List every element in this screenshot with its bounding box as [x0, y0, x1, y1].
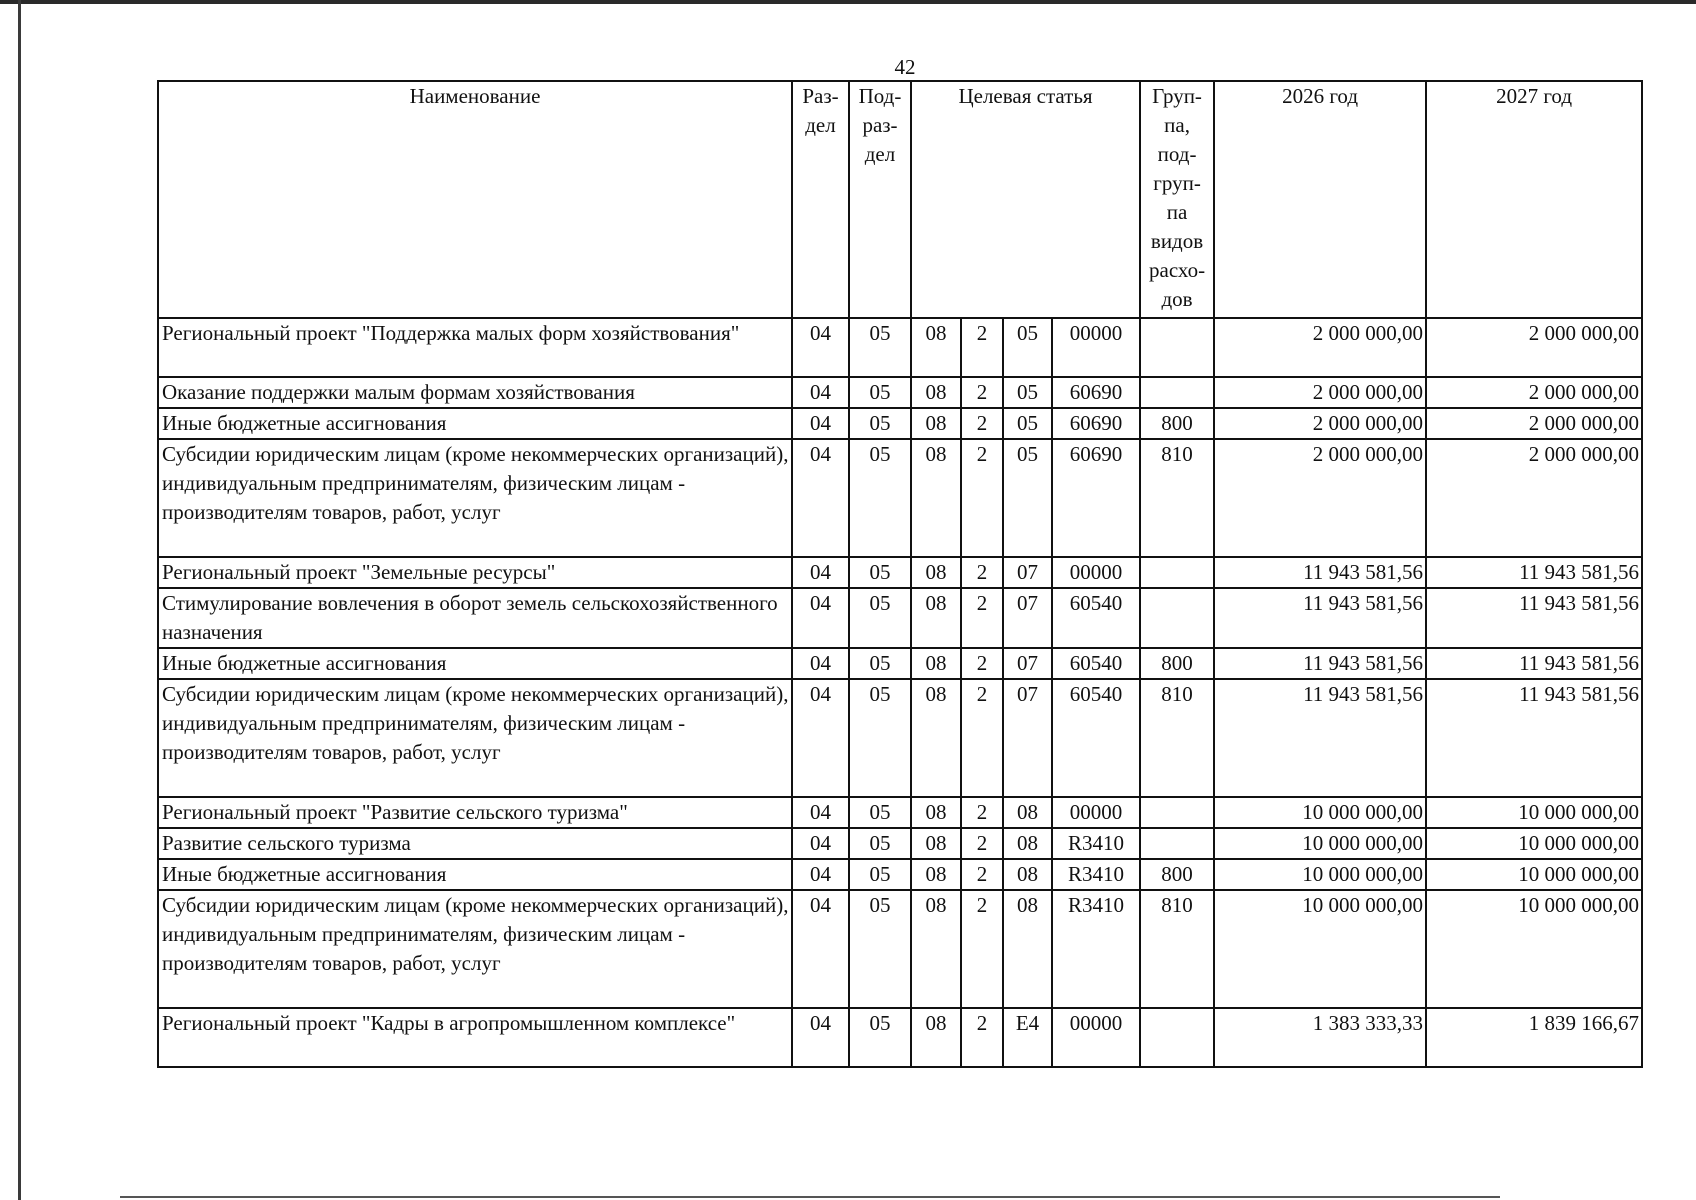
scan-edge-top [0, 0, 1696, 4]
cell-amount-2026: 2 000 000,00 [1214, 377, 1426, 408]
cell-target-program: 08 [911, 377, 961, 408]
cell-target-direction: 00000 [1052, 1008, 1140, 1067]
header-podrazdel: Под- раз- дел [849, 81, 911, 318]
cell-podrazdel: 05 [849, 557, 911, 588]
cell-razdel: 04 [792, 557, 849, 588]
cell-target-direction: 60690 [1052, 408, 1140, 439]
cell-target-subprogram: 2 [961, 439, 1003, 557]
cell-podrazdel: 05 [849, 828, 911, 859]
cell-target-program: 08 [911, 648, 961, 679]
cell-razdel: 04 [792, 679, 849, 797]
cell-target-program: 08 [911, 679, 961, 797]
cell-amount-2027: 11 943 581,56 [1426, 557, 1642, 588]
cell-podrazdel: 05 [849, 648, 911, 679]
cell-razdel: 04 [792, 859, 849, 890]
cell-amount-2026: 11 943 581,56 [1214, 557, 1426, 588]
cell-target-subprogram: 2 [961, 557, 1003, 588]
cell-target-program: 08 [911, 557, 961, 588]
cell-podrazdel: 05 [849, 377, 911, 408]
cell-name: Региональный проект "Кадры в агропромышленном комплексе" [158, 1008, 792, 1067]
table-row [158, 318, 1642, 377]
cell-podrazdel: 05 [849, 408, 911, 439]
header-target-article: Целевая статья [911, 81, 1140, 318]
cell-target-project: 07 [1003, 679, 1052, 797]
header-name: Наименование [158, 81, 792, 318]
table-row [158, 439, 1642, 557]
cell-target-project: E4 [1003, 1008, 1052, 1067]
cell-expense-group: 800 [1140, 859, 1214, 890]
cell-target-direction: 00000 [1052, 557, 1140, 588]
cell-target-subprogram: 2 [961, 828, 1003, 859]
cell-target-subprogram: 2 [961, 859, 1003, 890]
cell-target-subprogram: 2 [961, 318, 1003, 377]
table-body [158, 318, 1642, 1067]
cell-expense-group [1140, 377, 1214, 408]
cell-target-project: 05 [1003, 408, 1052, 439]
cell-target-subprogram: 2 [961, 377, 1003, 408]
table-row [158, 377, 1642, 408]
cell-amount-2026: 2 000 000,00 [1214, 318, 1426, 377]
cell-target-program: 08 [911, 439, 961, 557]
cell-name: Иные бюджетные ассигнования [158, 648, 792, 679]
cell-expense-group: 800 [1140, 648, 1214, 679]
table-row [158, 859, 1642, 890]
cell-razdel: 04 [792, 588, 849, 648]
cell-podrazdel: 05 [849, 588, 911, 648]
cell-target-program: 08 [911, 588, 961, 648]
cell-target-subprogram: 2 [961, 890, 1003, 1008]
cell-amount-2026: 2 000 000,00 [1214, 408, 1426, 439]
scan-edge-bottom [120, 1196, 1500, 1198]
scan-edge-left [18, 0, 21, 1200]
cell-name: Иные бюджетные ассигнования [158, 408, 792, 439]
cell-name: Развитие сельского туризма [158, 828, 792, 859]
cell-razdel: 04 [792, 828, 849, 859]
cell-expense-group: 810 [1140, 679, 1214, 797]
cell-target-direction: 60540 [1052, 679, 1140, 797]
header-row [158, 81, 1642, 318]
cell-razdel: 04 [792, 377, 849, 408]
cell-target-program: 08 [911, 890, 961, 1008]
cell-razdel: 04 [792, 890, 849, 1008]
cell-expense-group: 800 [1140, 408, 1214, 439]
cell-razdel: 04 [792, 797, 849, 828]
cell-amount-2027: 10 000 000,00 [1426, 828, 1642, 859]
cell-amount-2026: 10 000 000,00 [1214, 890, 1426, 1008]
header-razdel: Раз- дел [792, 81, 849, 318]
cell-amount-2026: 11 943 581,56 [1214, 679, 1426, 797]
cell-amount-2027: 11 943 581,56 [1426, 588, 1642, 648]
table-row [158, 890, 1642, 1008]
cell-target-project: 05 [1003, 318, 1052, 377]
cell-expense-group [1140, 828, 1214, 859]
cell-target-direction: 00000 [1052, 797, 1140, 828]
cell-target-program: 08 [911, 318, 961, 377]
cell-target-project: 08 [1003, 859, 1052, 890]
cell-target-subprogram: 2 [961, 797, 1003, 828]
cell-target-subprogram: 2 [961, 1008, 1003, 1067]
cell-target-program: 08 [911, 859, 961, 890]
cell-amount-2026: 10 000 000,00 [1214, 797, 1426, 828]
cell-target-program: 08 [911, 408, 961, 439]
cell-amount-2027: 2 000 000,00 [1426, 377, 1642, 408]
cell-amount-2027: 10 000 000,00 [1426, 859, 1642, 890]
cell-amount-2027: 10 000 000,00 [1426, 797, 1642, 828]
table-row [158, 648, 1642, 679]
cell-amount-2027: 11 943 581,56 [1426, 648, 1642, 679]
cell-target-direction: 60690 [1052, 377, 1140, 408]
cell-target-direction: 60540 [1052, 588, 1140, 648]
table-row [158, 588, 1642, 648]
cell-target-direction: 60690 [1052, 439, 1140, 557]
cell-razdel: 04 [792, 408, 849, 439]
cell-amount-2026: 10 000 000,00 [1214, 828, 1426, 859]
page-number: 42 [894, 55, 916, 79]
cell-podrazdel: 05 [849, 318, 911, 377]
table-row [158, 557, 1642, 588]
cell-target-project: 08 [1003, 890, 1052, 1008]
table-row [158, 797, 1642, 828]
cell-amount-2026: 11 943 581,56 [1214, 648, 1426, 679]
cell-target-direction: 60540 [1052, 648, 1140, 679]
cell-target-direction: R3410 [1052, 859, 1140, 890]
cell-name: Региональный проект "Развитие сельского туризма" [158, 797, 792, 828]
cell-target-direction: R3410 [1052, 890, 1140, 1008]
cell-amount-2026: 11 943 581,56 [1214, 588, 1426, 648]
cell-name: Региональный проект "Поддержка малых форм хозяйствования" [158, 318, 792, 377]
cell-amount-2027: 11 943 581,56 [1426, 679, 1642, 797]
cell-target-direction: R3410 [1052, 828, 1140, 859]
cell-podrazdel: 05 [849, 1008, 911, 1067]
cell-name: Оказание поддержки малым формам хозяйствования [158, 377, 792, 408]
table-row [158, 408, 1642, 439]
cell-target-subprogram: 2 [961, 679, 1003, 797]
cell-target-program: 08 [911, 828, 961, 859]
cell-podrazdel: 05 [849, 890, 911, 1008]
cell-razdel: 04 [792, 648, 849, 679]
table-row [158, 828, 1642, 859]
cell-expense-group [1140, 557, 1214, 588]
cell-expense-group: 810 [1140, 890, 1214, 1008]
cell-amount-2026: 1 383 333,33 [1214, 1008, 1426, 1067]
cell-expense-group [1140, 588, 1214, 648]
cell-name: Региональный проект "Земельные ресурсы" [158, 557, 792, 588]
cell-razdel: 04 [792, 439, 849, 557]
cell-expense-group [1140, 1008, 1214, 1067]
cell-name: Субсидии юридическим лицам (кроме некоммерческих организаций), индивидуальным предпринимателям, физическим лицам - производителям товаров, работ, услуг [158, 679, 792, 797]
cell-target-project: 05 [1003, 439, 1052, 557]
cell-podrazdel: 05 [849, 679, 911, 797]
cell-target-program: 08 [911, 1008, 961, 1067]
cell-target-direction: 00000 [1052, 318, 1140, 377]
cell-target-subprogram: 2 [961, 648, 1003, 679]
cell-amount-2027: 2 000 000,00 [1426, 439, 1642, 557]
cell-target-program: 08 [911, 797, 961, 828]
budget-table [157, 80, 1643, 1068]
cell-amount-2027: 10 000 000,00 [1426, 890, 1642, 1008]
cell-podrazdel: 05 [849, 797, 911, 828]
cell-expense-group [1140, 797, 1214, 828]
cell-target-project: 07 [1003, 588, 1052, 648]
cell-podrazdel: 05 [849, 859, 911, 890]
cell-amount-2027: 1 839 166,67 [1426, 1008, 1642, 1067]
cell-amount-2026: 10 000 000,00 [1214, 859, 1426, 890]
header-year-2026: 2026 год [1214, 81, 1426, 318]
cell-amount-2027: 2 000 000,00 [1426, 318, 1642, 377]
cell-razdel: 04 [792, 1008, 849, 1067]
table-row [158, 679, 1642, 797]
header-year-2027: 2027 год [1426, 81, 1642, 318]
cell-razdel: 04 [792, 318, 849, 377]
cell-target-project: 05 [1003, 377, 1052, 408]
header-expense-group: Груп- па, под- груп- па видов расхо- дов [1140, 81, 1214, 318]
table-row [158, 1008, 1642, 1067]
cell-podrazdel: 05 [849, 439, 911, 557]
cell-name: Стимулирование вовлечения в оборот земель сельскохозяйственного назначения [158, 588, 792, 648]
cell-amount-2026: 2 000 000,00 [1214, 439, 1426, 557]
cell-amount-2027: 2 000 000,00 [1426, 408, 1642, 439]
cell-target-project: 08 [1003, 797, 1052, 828]
cell-expense-group [1140, 318, 1214, 377]
cell-target-subprogram: 2 [961, 408, 1003, 439]
cell-target-project: 08 [1003, 828, 1052, 859]
cell-name: Иные бюджетные ассигнования [158, 859, 792, 890]
cell-target-subprogram: 2 [961, 588, 1003, 648]
cell-target-project: 07 [1003, 557, 1052, 588]
cell-name: Субсидии юридическим лицам (кроме некоммерческих организаций), индивидуальным предпринимателям, физическим лицам - производителям товаров, работ, услуг [158, 890, 792, 1008]
cell-name: Субсидии юридическим лицам (кроме некоммерческих организаций), индивидуальным предпринимателям, физическим лицам - производителям товаров, работ, услуг [158, 439, 792, 557]
cell-target-project: 07 [1003, 648, 1052, 679]
cell-expense-group: 810 [1140, 439, 1214, 557]
